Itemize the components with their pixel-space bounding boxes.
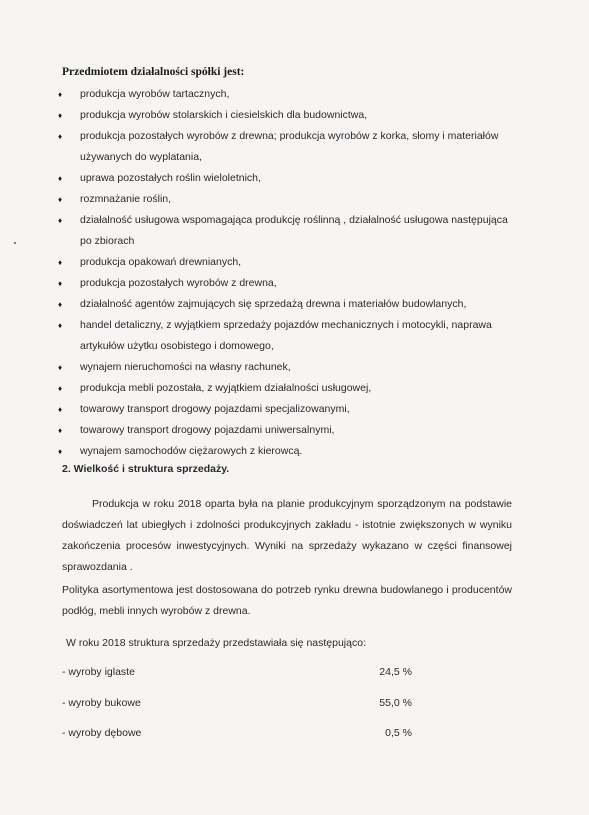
diamond-bullet-icon: ♦ <box>58 174 63 183</box>
list-item <box>0 294 589 315</box>
sales-row <box>62 693 412 713</box>
diamond-bullet-icon: ♦ <box>58 258 63 267</box>
list-item-text: produkcja wyrobów stolarskich i ciesielskich dla budownictwa, <box>80 109 368 121</box>
list-item <box>0 441 589 462</box>
list-item <box>0 357 589 378</box>
list-item <box>0 105 589 126</box>
list-item <box>0 126 589 168</box>
list-item-text: rozmnażanie roślin, <box>80 193 172 205</box>
list-item-text: działalność agentów zajmujących się sprzedażą drewna i materiałów budowlanych, <box>80 298 467 310</box>
sales-row-label: - wyroby bukowe <box>62 697 141 709</box>
list-item-text: produkcja mebli pozostała, z wyjątkiem działalności usługowej, <box>80 382 372 394</box>
sales-structure-intro: W roku 2018 struktura sprzedaży przedstawiała się następująco: <box>66 637 366 649</box>
list-item-text: wynajem samochodów ciężarowych z kierowcą. <box>80 445 303 457</box>
list-item-text: handel detaliczny, z wyjątkiem sprzedaży pojazdów mechanicznych i motocykli, naprawa artykułów użytku osobistego i domowego, <box>80 319 492 352</box>
sales-row-value: 0,5 % <box>385 727 412 739</box>
list-item-text: produkcja pozostałych wyrobów z drewna; produkcja wyrobów z korka, słomy i materiałów używanych do wyplatania, <box>80 130 499 163</box>
list-item <box>0 273 589 294</box>
diamond-bullet-icon: ♦ <box>58 132 63 141</box>
list-item-text: towarowy transport drogowy pojazdami specjalizowanymi, <box>80 403 350 415</box>
diamond-bullet-icon: ♦ <box>58 405 63 414</box>
sales-row-label: - wyroby dębowe <box>62 727 142 739</box>
list-item-text: wynajem nieruchomości na własny rachunek, <box>80 361 291 373</box>
production-paragraph: Produkcja w roku 2018 oparta była na planie produkcyjnym sporządzonym na podstawie doświadczeń lat ubiegłych i zdolności produkcyjnych zakładu - istotnie zwiększonych w wyniku zakończenia procesów inwestycyjnych. Wyniki na sprzedaży wykazano w części finansowej sprawozdania . <box>62 498 512 573</box>
diamond-bullet-icon: ♦ <box>58 216 63 225</box>
diamond-bullet-icon: ♦ <box>58 363 63 372</box>
diamond-bullet-icon: ♦ <box>58 426 63 435</box>
list-item <box>0 399 589 420</box>
diamond-bullet-icon: ♦ <box>58 90 63 99</box>
list-item <box>0 84 589 105</box>
list-item-text: działalność usługowa wspomagająca produkcję roślinną , działalność usługowa następująca po zbiorach <box>80 214 508 247</box>
diamond-bullet-icon: ♦ <box>58 195 63 204</box>
diamond-bullet-icon: ♦ <box>58 447 63 456</box>
diamond-bullet-icon: ♦ <box>58 300 63 309</box>
activities-heading: Przedmiotem działalności spółki jest: <box>62 66 245 78</box>
list-item <box>0 378 589 399</box>
list-item-text: produkcja pozostałych wyrobów z drewna, <box>80 277 277 289</box>
diamond-bullet-icon: ♦ <box>58 279 63 288</box>
list-item <box>0 189 589 210</box>
diamond-bullet-icon: ♦ <box>58 321 63 330</box>
list-item-text: produkcja opakowań drewnianych, <box>80 256 242 268</box>
sales-row-value: 24,5 % <box>379 666 412 678</box>
diamond-bullet-icon: ♦ <box>58 384 63 393</box>
list-item <box>0 168 589 189</box>
list-item <box>0 210 589 252</box>
list-item <box>0 315 589 357</box>
list-item-text: towarowy transport drogowy pojazdami uniwersalnymi, <box>80 424 335 436</box>
list-item-text: produkcja wyrobów tartacznych, <box>80 88 230 100</box>
sales-row-value: 55,0 % <box>379 697 412 709</box>
activities-list <box>0 84 589 462</box>
sales-row-label: - wyroby iglaste <box>62 666 135 678</box>
list-item <box>0 420 589 441</box>
sales-row <box>62 723 412 743</box>
sales-row <box>62 662 412 682</box>
list-item-text: uprawa pozostałych roślin wieloletnich, <box>80 172 261 184</box>
assortment-paragraph: Polityka asortymentowa jest dostosowana do potrzeb rynku drewna budowlanego i producentów podłóg, mebli innych wyrobów z drewna. <box>62 584 512 617</box>
diamond-bullet-icon: ♦ <box>58 111 63 120</box>
section-heading-sales: 2. Wielkość i struktura sprzedaży. <box>62 463 230 475</box>
list-item <box>0 252 589 273</box>
